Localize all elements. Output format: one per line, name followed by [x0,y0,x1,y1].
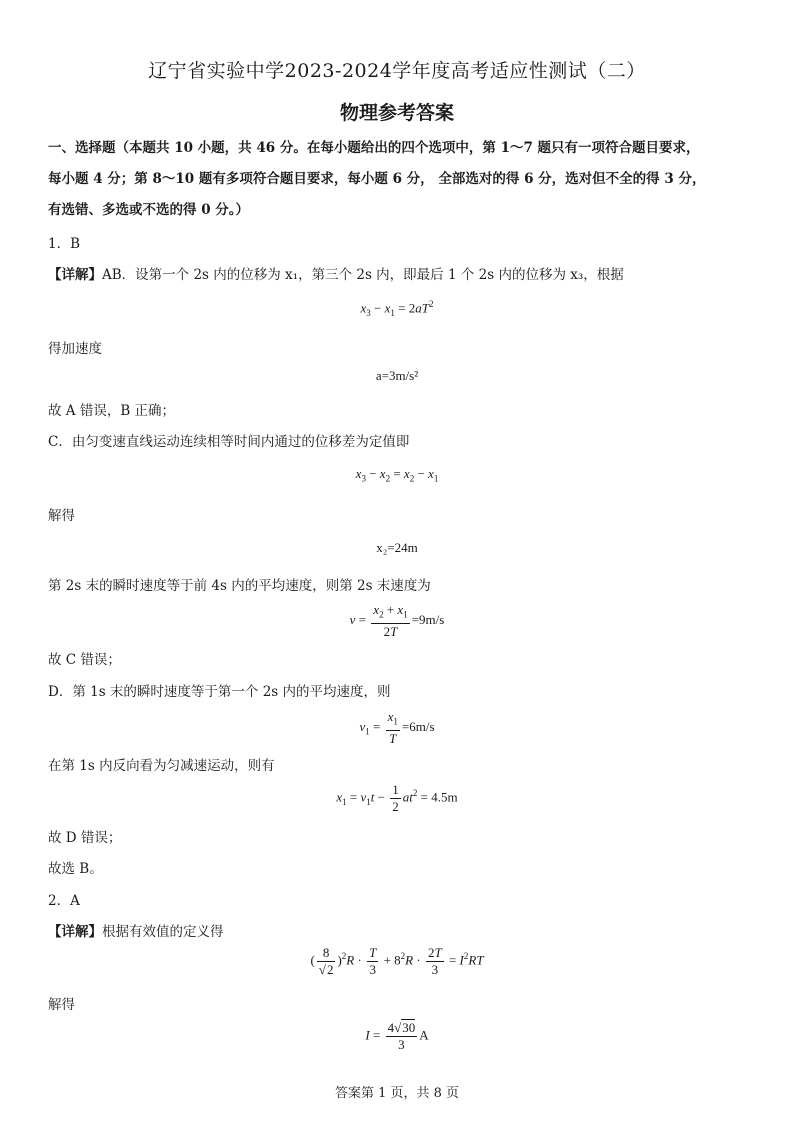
q1-equation-2: $x_3 - x_2 = x_2 - x_1$ [355,466,439,484]
section-line-1: 一、选择题（本题共 10 小题，共 46 分。在每小题给出的四个选项中，第 1～7 题只有一项符合题目要求， [48,140,700,156]
q1-d-text: D．第 1s 末的瞬时速度等于第一个 2s 内的平均速度，则 [48,684,391,700]
page-subtitle: 物理参考答案 [339,102,454,124]
q2-equation-2: I = $\frac{4√30}{3}$ A [365,1020,429,1052]
q1-get-acc: 得加速度 [48,341,102,357]
q1-solve-1: 解得 [48,508,75,524]
section-heading [48,133,758,226]
q1-equation-v: v = $\frac{x_2 + x_1}{2T}$ =9m/s [349,602,445,639]
q1-x2-value: x₂=24m [376,540,418,555]
q1-d-conclusion: 故 D 错误； [48,830,122,846]
q1-a-value: a=3m/s² [375,368,419,383]
q1-detail-tag: 【详解】 [48,267,102,283]
q1-reverse-text: 在第 1s 内反向看为匀减速运动，则有 [48,758,275,774]
section-line-2: 每小题 4 分；第 8～10 题有多项符合题目要求，每小题 6 分， 全部选对的得 6 分，选对但不全的得 3 分， [48,171,706,187]
q1-equation-v1: $v_1$ = $\frac{x_1}{T}$ =6m/s [359,709,435,746]
q2-answer: 2．A [48,893,80,909]
section-line-3: 有选错、多选或不选的得 0 分。） [48,202,250,218]
q1-answer: 1．B [48,236,81,252]
q2-solve: 解得 [48,997,75,1013]
q1-c-text: C．由匀变速直线运动连续相等时间内通过的位移差为定值即 [48,434,410,450]
q1-equation-x1: $x_1 = v_1t$ − $\frac{1}{2}$ $at^2 = 4.5m$ [336,782,458,814]
q2-detail [48,920,224,940]
q1-equation-1: $x_3 - x_1 = 2aT^2$ [360,299,434,318]
page-footer: 答案第 1 页，共 8 页 [334,1086,460,1101]
q1-ab-conclusion: 故 A 错误，B 正确； [48,403,176,419]
q2-equation-1: ( $\frac{8}{√2}$ )$^2$R · $\frac{T}{3}$ + $8^2R$ · $\frac{2T}{3}$ = $I^2RT$ [310,945,484,977]
q1-v1-result: =6m/s [401,718,435,734]
q2-detail-tag: 【详解】 [48,924,102,940]
page-title: 辽宁省实验中学2023-2024学年度高考适应性测试（二） [148,60,646,82]
q2-detail-text: 根据有效值的定义得 [102,924,224,940]
q1-v-text: 第 2s 末的瞬时速度等于前 4s 内的平均速度，则第 2s 末速度为 [48,578,431,594]
q1-detail [48,263,624,283]
q1-c-conclusion: 故 C 错误； [48,652,121,668]
q1-detail-text: AB．设第一个 2s 内的位移为 x₁，第三个 2s 内，即最后 1 个 2s 内的位移为 x₃，根据 [102,267,624,283]
q1-x1-result: = 4.5m [420,789,458,805]
q1-final: 故选 B。 [48,861,103,877]
q1-v-result: =9m/s [411,611,445,627]
